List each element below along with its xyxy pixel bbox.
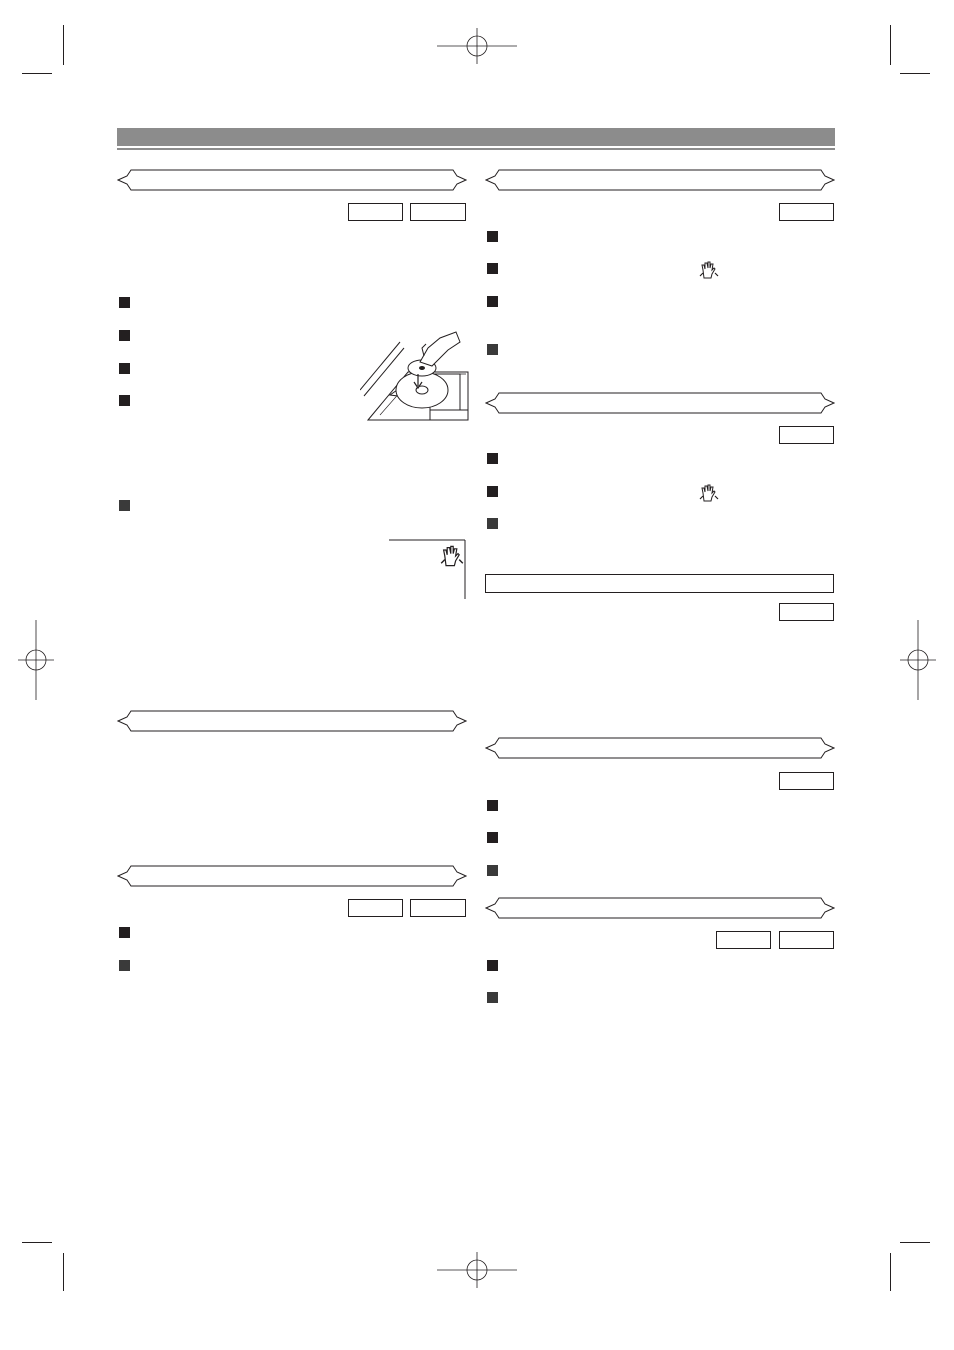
crop-mark	[63, 1253, 64, 1291]
square-bullet-icon	[487, 486, 498, 497]
square-bullet-icon	[119, 297, 130, 308]
banner-right-2	[485, 392, 835, 414]
section-title-bar	[117, 128, 835, 146]
disc-badge-a	[348, 899, 403, 917]
square-bullet-icon	[487, 518, 498, 529]
disc-badge-a	[779, 603, 834, 621]
disc-badge-a	[348, 203, 403, 221]
banner-right-3	[485, 737, 835, 759]
square-bullet-icon	[119, 960, 130, 971]
registration-mark-icon	[437, 28, 517, 64]
disc-badge-b	[779, 931, 834, 949]
square-bullet-icon	[119, 330, 130, 341]
disc-loading-illustration	[360, 330, 470, 425]
square-bullet-icon	[487, 865, 498, 876]
disc-badge-a	[779, 426, 834, 444]
disc-badge-a	[779, 772, 834, 790]
square-bullet-icon	[119, 927, 130, 938]
square-bullet-icon	[119, 500, 130, 511]
square-bullet-icon	[487, 800, 498, 811]
banner-left-3	[117, 865, 467, 887]
square-bullet-icon	[119, 395, 130, 406]
banner-right-4	[485, 897, 835, 919]
disc-badge-b	[410, 899, 466, 917]
section-title-rule	[117, 148, 835, 150]
banner-left-2	[117, 710, 467, 732]
square-bullet-icon	[487, 453, 498, 464]
square-bullet-icon	[487, 344, 498, 355]
crop-mark	[63, 25, 64, 65]
registration-mark-icon	[437, 1252, 517, 1288]
square-bullet-icon	[487, 231, 498, 242]
crop-mark	[22, 73, 52, 74]
crop-mark	[22, 1242, 52, 1243]
subsection-heading-box	[485, 574, 834, 593]
banner-left-1	[117, 169, 467, 191]
crop-mark	[900, 73, 930, 74]
disc-badge-a	[779, 203, 834, 221]
square-bullet-icon	[487, 832, 498, 843]
disc-badge-a	[716, 931, 771, 949]
hand-note-icon	[440, 544, 464, 568]
registration-mark-icon	[900, 620, 936, 700]
square-bullet-icon	[487, 263, 498, 274]
crop-mark	[890, 25, 891, 65]
hand-note-icon	[699, 484, 719, 502]
square-bullet-icon	[487, 960, 498, 971]
square-bullet-icon	[487, 992, 498, 1003]
disc-badge-b	[410, 203, 466, 221]
crop-mark	[890, 1253, 891, 1291]
square-bullet-icon	[487, 296, 498, 307]
registration-mark-icon	[18, 620, 54, 700]
crop-mark	[900, 1242, 930, 1243]
banner-right-1	[485, 169, 835, 191]
square-bullet-icon	[119, 363, 130, 374]
hand-note-icon	[699, 261, 719, 279]
